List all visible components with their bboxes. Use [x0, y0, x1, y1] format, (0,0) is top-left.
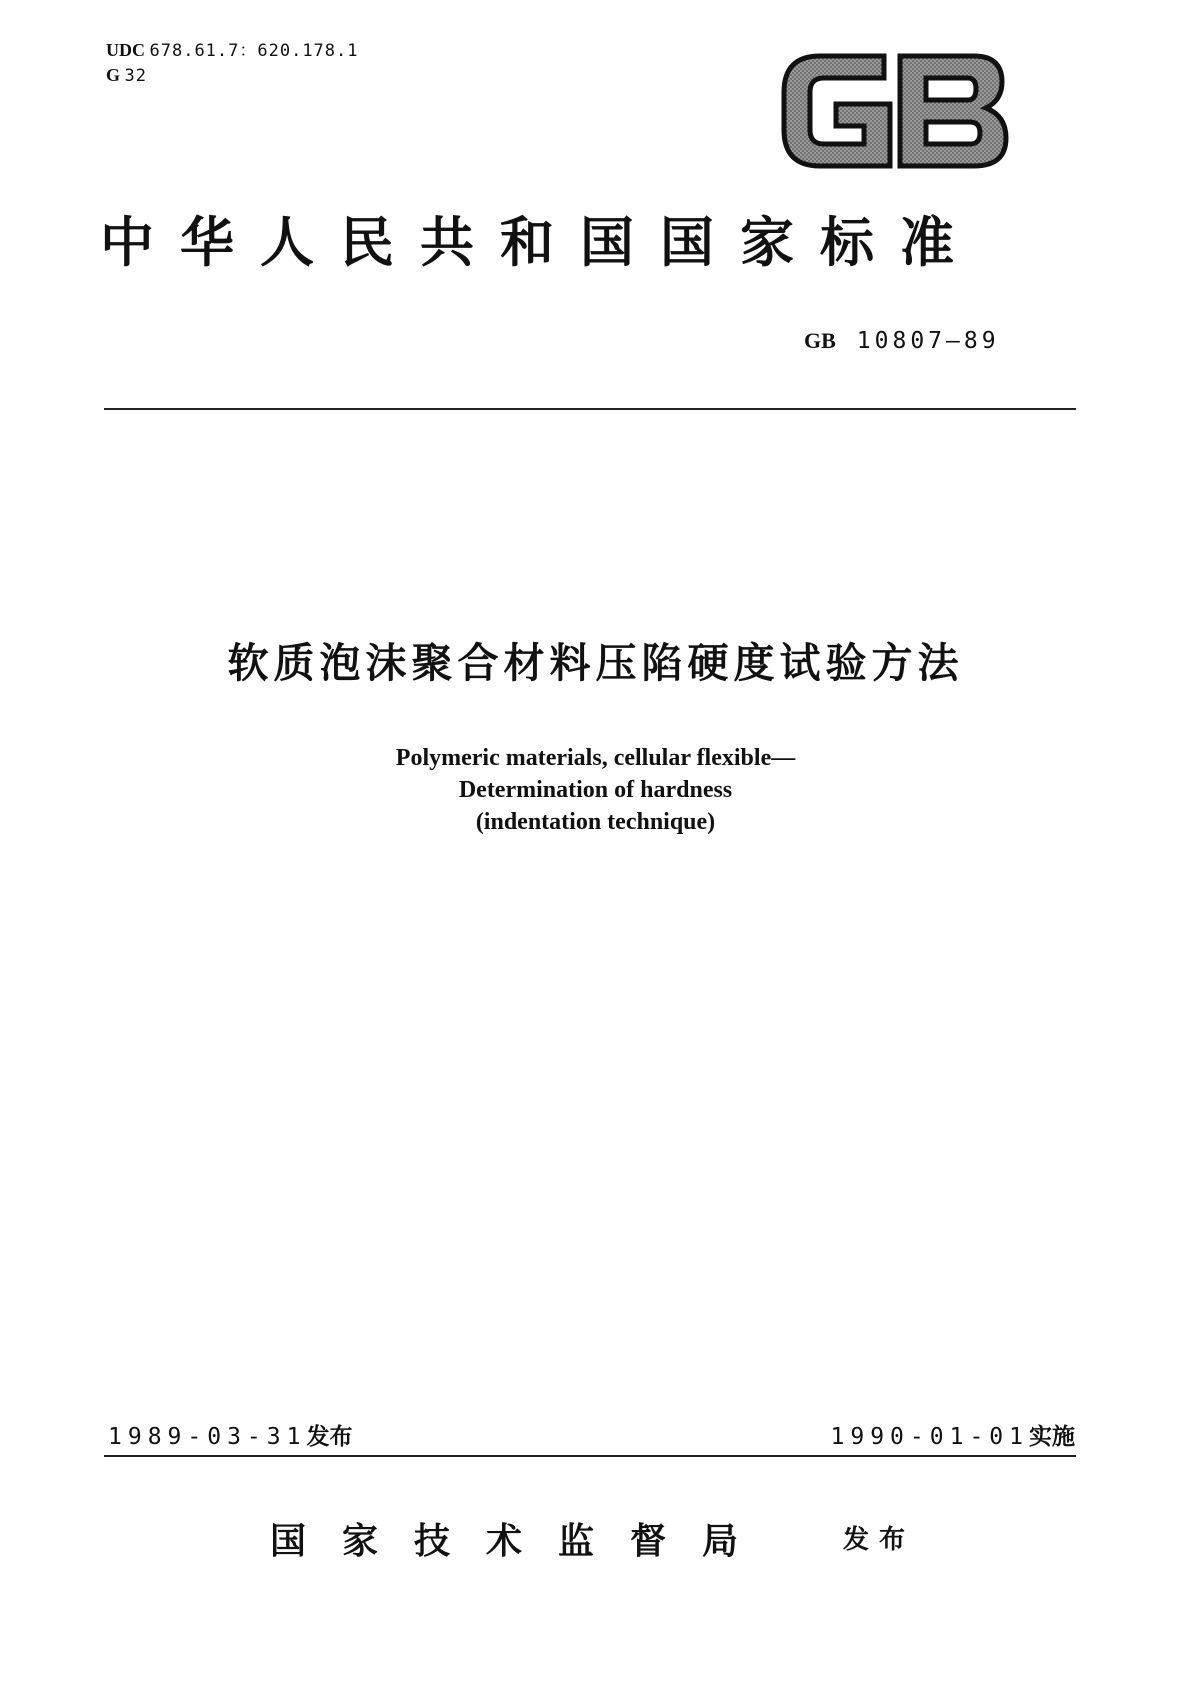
standard-prefix: GB — [804, 328, 836, 353]
issue-date — [108, 1418, 352, 1451]
bottom-divider — [104, 1455, 1076, 1457]
document-title-english — [0, 742, 1191, 838]
publisher-action: 发布 — [843, 1525, 916, 1555]
standard-number: 10807—89 — [856, 328, 1000, 354]
class-label: G — [106, 65, 121, 85]
standard-code — [804, 328, 1000, 354]
issue-date-value: 1989-03-31 — [108, 1424, 307, 1450]
class-line — [106, 63, 359, 88]
classification-block — [106, 38, 359, 88]
effective-label: 实施 — [1029, 1424, 1075, 1450]
udc-label: UDC — [106, 40, 145, 60]
english-title-line-3: (indentation technique) — [475, 809, 716, 835]
document-title-chinese: 软质泡沫聚合材料压陷硬度试验方法 — [227, 639, 964, 687]
top-divider — [104, 408, 1076, 410]
udc-number: 678.61.7：620.178.1 — [149, 41, 359, 61]
english-title-line-2: Determination of hardness — [458, 777, 733, 803]
country-standard-title: 中华人民共和国国家标准 — [100, 210, 980, 274]
issue-label: 发布 — [306, 1424, 353, 1450]
effective-date-value: 1990-01-01 — [830, 1424, 1029, 1450]
udc-line — [106, 38, 359, 63]
class-number: 32 — [124, 66, 147, 86]
gb-logo — [780, 52, 1010, 170]
effective-date — [831, 1418, 1075, 1451]
publisher-name: 国家技术监督局 — [270, 1520, 775, 1562]
english-title-line-1: Polymeric materials, cellular flexible— — [395, 745, 796, 771]
